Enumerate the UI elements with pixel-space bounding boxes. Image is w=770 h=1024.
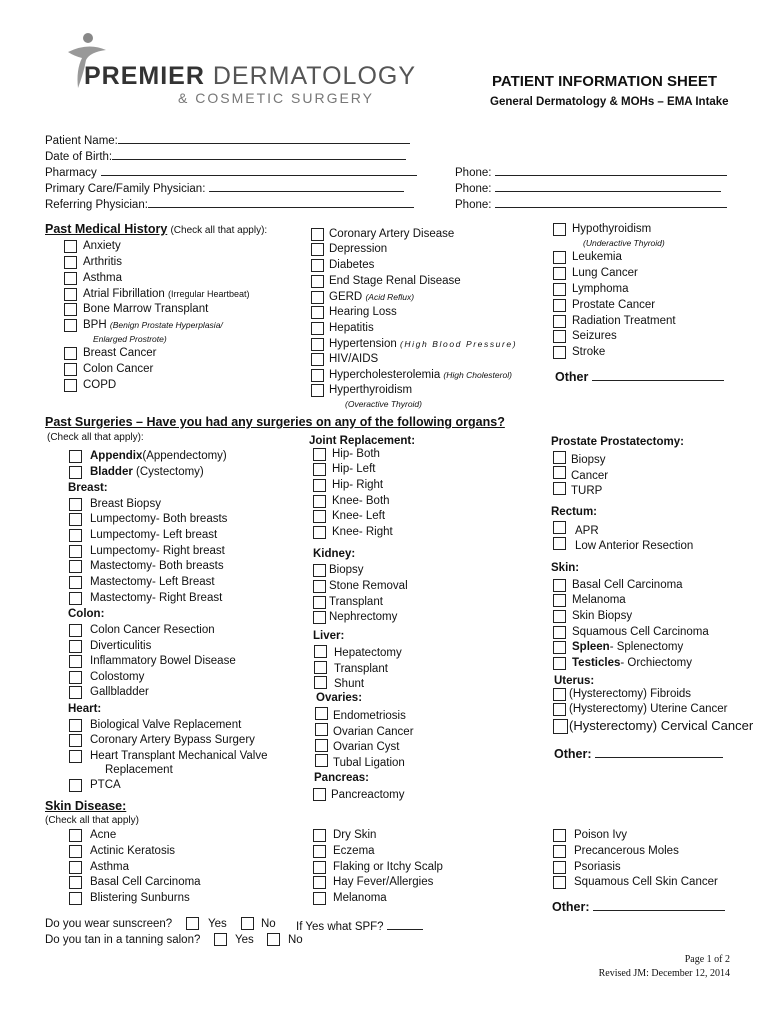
condition-label: Hepatitis	[329, 322, 374, 334]
checkbox[interactable]	[311, 275, 324, 288]
skin-surgery-heading: Skin:	[551, 562, 580, 574]
checkbox[interactable]	[64, 288, 77, 301]
checkbox[interactable]	[64, 303, 77, 316]
condition-label: Prostate Cancer	[572, 299, 656, 311]
kidney-heading: Kidney:	[313, 548, 356, 560]
surgery-label: Breast Biopsy	[90, 498, 161, 510]
surgery-label: Lumpectomy- Left breast	[90, 529, 218, 541]
condition-label: Radiation Treatment	[572, 315, 676, 327]
checkbox[interactable]	[64, 272, 77, 285]
checkbox[interactable]	[69, 829, 82, 842]
checkbox[interactable]	[313, 892, 326, 905]
surgery-label: Heart Transplant Mechanical Valve	[90, 750, 268, 762]
checkbox[interactable]	[69, 734, 82, 747]
checkbox[interactable]	[69, 560, 82, 573]
hypothyroid-note: (Underactive Thyroid)	[583, 238, 665, 248]
checkbox[interactable]	[553, 594, 566, 607]
surgery-label: Lumpectomy- Right breast	[90, 545, 225, 557]
checkbox[interactable]	[69, 513, 82, 526]
tanning-no-checkbox[interactable]	[267, 933, 280, 946]
checkbox[interactable]	[69, 498, 82, 511]
checkbox[interactable]	[69, 671, 82, 684]
surgery-label: (Hysterectomy) Uterine Cancer	[569, 703, 728, 715]
checkbox[interactable]	[64, 363, 77, 376]
checkbox[interactable]	[553, 829, 566, 842]
checkbox[interactable]	[69, 545, 82, 558]
checkbox[interactable]	[314, 645, 327, 658]
skin-label: Precancerous Moles	[574, 845, 679, 857]
checkbox[interactable]	[64, 319, 77, 332]
checkbox[interactable]	[313, 861, 326, 874]
checkbox[interactable]	[553, 482, 566, 495]
condition-label: Hypertension (High Blood Pressure)	[329, 338, 518, 350]
checkbox[interactable]	[553, 451, 566, 464]
page-title: PATIENT INFORMATION SHEET	[492, 73, 717, 90]
surgery-label: Lumpectomy- Both breasts	[90, 513, 228, 525]
checkbox[interactable]	[311, 338, 324, 351]
breast-heading: Breast:	[68, 482, 108, 494]
checkbox[interactable]	[69, 719, 82, 732]
pancreas-heading: Pancreas:	[314, 772, 369, 784]
checkbox[interactable]	[311, 259, 324, 272]
tanning-question: Do you tan in a tanning salon?	[45, 934, 201, 946]
condition-label: GERD (Acid Reflux)	[329, 291, 415, 303]
condition-label: Breast Cancer	[83, 347, 157, 359]
checkbox[interactable]	[315, 739, 328, 752]
checkbox[interactable]	[553, 223, 566, 236]
surgery-label: Biological Valve Replacement	[90, 719, 242, 731]
checkbox[interactable]	[69, 529, 82, 542]
surgery-label: Squamous Cell Carcinoma	[572, 626, 709, 638]
checkbox[interactable]	[553, 626, 566, 639]
surgery-label: Cancer	[571, 470, 609, 482]
surgery-label: Knee- Left	[332, 510, 386, 522]
checkbox[interactable]	[553, 521, 566, 534]
surgery-label: Coronary Artery Bypass Surgery	[90, 734, 255, 746]
skin-label: Blistering Sunburns	[90, 892, 190, 904]
checkbox[interactable]	[311, 306, 324, 319]
surgery-label: Inflammatory Bowel Disease	[90, 655, 236, 667]
liver-heading: Liver:	[313, 630, 345, 642]
surgery-label: Pancreactomy	[331, 789, 405, 801]
pharmacy-phone-field[interactable]: Phone:	[455, 164, 727, 179]
surgery-label: Stone Removal	[329, 580, 408, 592]
page-subtitle: General Dermatology & MOHs – EMA Intake	[490, 96, 729, 108]
surgery-label: (Hysterectomy) Cervical Cancer	[569, 718, 754, 733]
checkbox[interactable]	[553, 466, 566, 479]
skin-label: Psoriasis	[574, 861, 621, 873]
no-label: No	[288, 934, 303, 946]
ovaries-heading: Ovaries:	[316, 692, 363, 704]
joint-heading: Joint Replacement:	[309, 435, 416, 447]
checkbox[interactable]	[69, 845, 82, 858]
checkbox[interactable]	[313, 526, 326, 539]
checkbox[interactable]	[311, 369, 324, 382]
patient-name-field[interactable]: Patient Name:	[45, 132, 410, 147]
surgeries-note: (Check all that apply):	[47, 432, 144, 443]
surgery-label: Ovarian Cyst	[333, 741, 400, 753]
checkbox[interactable]	[69, 624, 82, 637]
surgery-label: Mastectomy- Right Breast	[90, 592, 223, 604]
surgery-label: (Hysterectomy) Fibroids	[569, 688, 692, 700]
surgery-label: Appendix(Appendectomy)	[90, 450, 227, 462]
surgery-label: Colostomy	[90, 671, 145, 683]
checkbox[interactable]	[313, 495, 326, 508]
skin-label: Asthma	[90, 861, 129, 873]
surgery-label: Shunt	[334, 678, 365, 690]
skin-label: Squamous Cell Skin Cancer	[574, 876, 718, 888]
condition-label: Hypercholesterolemia (High Cholesterol)	[329, 369, 512, 381]
surgery-label: Biopsy	[571, 454, 606, 466]
surgery-label: Biopsy	[329, 564, 364, 576]
surgery-label: Skin Biopsy	[572, 610, 633, 622]
checkbox[interactable]	[64, 379, 77, 392]
sunscreen-question: Do you wear sunscreen?	[45, 918, 173, 930]
skin-label: Dry Skin	[333, 829, 377, 841]
checkbox[interactable]	[69, 466, 82, 479]
checkbox[interactable]	[311, 353, 324, 366]
page-number: Page 1 of 2	[684, 954, 730, 965]
sunscreen-no-checkbox[interactable]	[241, 917, 254, 930]
condition-label: Diabetes	[329, 259, 375, 271]
surgeries-heading: Past Surgeries – Have you had any surgeries on any of the following organs?	[45, 415, 505, 429]
surgery-label: APR	[575, 525, 599, 537]
checkbox[interactable]	[313, 580, 326, 593]
logo-subtitle: & COSMETIC SURGERY	[178, 90, 374, 106]
checkbox[interactable]	[69, 576, 82, 589]
checkbox[interactable]	[69, 876, 82, 889]
revision-date: Revised JM: December 12, 2014	[598, 968, 730, 979]
checkbox[interactable]	[553, 703, 566, 716]
checkbox[interactable]	[313, 479, 326, 492]
colon-heading: Colon:	[68, 608, 105, 620]
checkbox[interactable]	[69, 861, 82, 874]
checkbox[interactable]	[313, 876, 326, 889]
skin-label: Melanoma	[333, 892, 387, 904]
checkbox[interactable]	[315, 754, 328, 767]
referring-phone-field[interactable]: Phone:	[455, 196, 727, 211]
checkbox[interactable]	[553, 861, 566, 874]
skin-label: Basal Cell Carcinoma	[90, 876, 201, 888]
checkbox[interactable]	[553, 845, 566, 858]
skin-label: Flaking or Itchy Scalp	[333, 861, 443, 873]
condition-label: End Stage Renal Disease	[329, 275, 461, 287]
primary-phone-field[interactable]: Phone:	[455, 180, 721, 195]
checkbox[interactable]	[313, 788, 326, 801]
condition-label: Hyperthyroidism	[329, 384, 413, 396]
condition-label: Coronary Artery Disease	[329, 228, 455, 240]
checkbox[interactable]	[553, 579, 566, 592]
surgery-label: Colon Cancer Resection	[90, 624, 215, 636]
surgery-label: Nephrectomy	[329, 611, 398, 623]
checkbox[interactable]	[311, 228, 324, 241]
checkbox[interactable]	[69, 655, 82, 668]
condition-label: Lymphoma	[572, 283, 629, 295]
condition-label: Bone Marrow Transplant	[83, 303, 209, 315]
skin-label: Hay Fever/Allergies	[333, 876, 434, 888]
rectum-heading: Rectum:	[551, 506, 598, 518]
checkbox[interactable]	[314, 676, 327, 689]
surgery-label: Hip- Left	[332, 463, 376, 475]
surgery-label: Hip- Right	[332, 479, 384, 491]
surgery-label: Spleen- Splenectomy	[572, 641, 684, 653]
checkbox[interactable]	[553, 330, 566, 343]
checkbox[interactable]	[553, 267, 566, 280]
checkbox[interactable]	[313, 845, 326, 858]
condition-label: Hearing Loss	[329, 306, 397, 318]
surgery-label: Tubal Ligation	[333, 757, 405, 769]
checkbox[interactable]	[69, 892, 82, 905]
condition-label: COPD	[83, 379, 117, 391]
checkbox[interactable]	[69, 779, 82, 792]
checkbox[interactable]	[315, 707, 328, 720]
condition-label: Stroke	[572, 346, 606, 358]
checkbox[interactable]	[311, 384, 324, 397]
sunscreen-yes-checkbox[interactable]	[186, 917, 199, 930]
condition-label: Atrial Fibrillation (Irregular Heartbeat)	[83, 288, 250, 300]
surgery-label: Mastectomy- Left Breast	[90, 576, 215, 588]
skin-label: Actinic Keratosis	[90, 845, 176, 857]
surgery-label: Hepatectomy	[334, 647, 402, 659]
checkbox[interactable]	[553, 688, 566, 701]
condition-label: HIV/AIDS	[329, 353, 379, 365]
checkbox[interactable]	[553, 641, 566, 654]
surgery-label: Diverticulitis	[90, 640, 152, 652]
checkbox[interactable]	[69, 750, 82, 763]
checkbox[interactable]	[553, 537, 566, 550]
surgery-label: Transplant	[329, 596, 383, 608]
yes-label: Yes	[208, 918, 227, 930]
checkbox[interactable]	[553, 657, 566, 670]
checkbox[interactable]	[313, 564, 326, 577]
surgery-label: Transplant	[334, 663, 388, 675]
checkbox[interactable]	[553, 283, 566, 296]
checkbox[interactable]	[69, 592, 82, 605]
pharmacy-field[interactable]: Pharmacy	[45, 164, 417, 179]
checkbox[interactable]	[69, 686, 82, 699]
checkbox[interactable]	[313, 611, 326, 624]
surgery-label: Melanoma	[572, 594, 626, 606]
checkbox[interactable]	[553, 315, 566, 328]
condition-label: Depression	[329, 243, 388, 255]
checkbox[interactable]	[64, 240, 77, 253]
condition-label: Lung Cancer	[572, 267, 638, 279]
surgery-label: Testicles- Orchiectomy	[572, 657, 692, 669]
surgery-label: Knee- Right	[332, 526, 393, 538]
hyperthyroid-note: (Overactive Thyroid)	[345, 399, 422, 409]
surgery-label: Knee- Both	[332, 495, 390, 507]
checkbox[interactable]	[313, 448, 326, 461]
surgery-label: Low Anterior Resection	[575, 540, 694, 552]
surgery-other-field[interactable]: Other:	[554, 746, 723, 761]
condition-label: Hypothyroidism	[572, 223, 652, 235]
surgery-label: Gallbladder	[90, 686, 149, 698]
condition-label: Seizures	[572, 330, 617, 342]
heart-heading: Heart:	[68, 703, 102, 715]
primary-physician-field[interactable]: Primary Care/Family Physician:	[45, 180, 404, 195]
checkbox[interactable]	[314, 661, 327, 674]
checkbox[interactable]	[64, 347, 77, 360]
yes-label: Yes	[235, 934, 254, 946]
condition-label: Anxiety	[83, 240, 121, 252]
surgery-label: Bladder (Cystectomy)	[90, 466, 204, 478]
checkbox[interactable]	[553, 346, 566, 359]
surgery-label: Endometriosis	[333, 710, 406, 722]
surgery-label: Basal Cell Carcinoma	[572, 579, 683, 591]
surgery-label: Hip- Both	[332, 448, 380, 460]
condition-label: Colon Cancer	[83, 363, 154, 375]
checkbox[interactable]	[313, 463, 326, 476]
checkbox[interactable]	[315, 723, 328, 736]
checkbox[interactable]	[553, 610, 566, 623]
skin-disease-note: (Check all that apply)	[45, 815, 139, 826]
tanning-yes-checkbox[interactable]	[214, 933, 227, 946]
checkbox[interactable]	[313, 596, 326, 609]
checkbox[interactable]	[69, 640, 82, 653]
condition-label: Asthma	[83, 272, 122, 284]
checkbox[interactable]	[553, 719, 568, 734]
surgery-label: Mastectomy- Both breasts	[90, 560, 224, 572]
checkbox[interactable]	[311, 243, 324, 256]
condition-label: Arthritis	[83, 256, 122, 268]
uterus-heading: Uterus:	[554, 675, 595, 687]
dob-field[interactable]: Date of Birth:	[45, 148, 406, 163]
logo-wordmark: PREMIER DERMATOLOGY	[84, 62, 417, 90]
checkbox[interactable]	[313, 829, 326, 842]
checkbox[interactable]	[553, 251, 566, 264]
skin-label: Poison Ivy	[574, 829, 628, 841]
prostate-heading: Prostate Prostatectomy:	[551, 436, 684, 448]
referring-physician-field[interactable]: Referring Physician:	[45, 196, 414, 211]
spf-field[interactable]: If Yes what SPF?	[296, 918, 423, 933]
condition-label: Leukemia	[572, 251, 622, 263]
bph-note: Enlarged Prostrote)	[93, 334, 167, 344]
skin-other-field[interactable]: Other:	[552, 899, 725, 914]
checkbox[interactable]	[311, 322, 324, 335]
pmh-heading: Past Medical History (Check all that apply):	[45, 222, 268, 236]
surgery-label: Ovarian Cancer	[333, 726, 414, 738]
skin-disease-heading: Skin Disease:	[45, 799, 127, 813]
checkbox[interactable]	[311, 291, 324, 304]
skin-label: Acne	[90, 829, 117, 841]
skin-label: Eczema	[333, 845, 375, 857]
surgery-label: TURP	[571, 485, 603, 497]
no-label: No	[261, 918, 276, 930]
condition-label: BPH (Benign Prostate Hyperplasia/	[83, 319, 223, 331]
checkbox[interactable]	[553, 876, 566, 889]
checkbox[interactable]	[64, 256, 77, 269]
surgery-label: PTCA	[90, 779, 121, 791]
checkbox[interactable]	[553, 299, 566, 312]
surgery-label-cont: Replacement	[105, 764, 173, 776]
checkbox[interactable]	[313, 510, 326, 523]
checkbox[interactable]	[69, 450, 82, 463]
pmh-other-field[interactable]: Other	[555, 369, 724, 384]
